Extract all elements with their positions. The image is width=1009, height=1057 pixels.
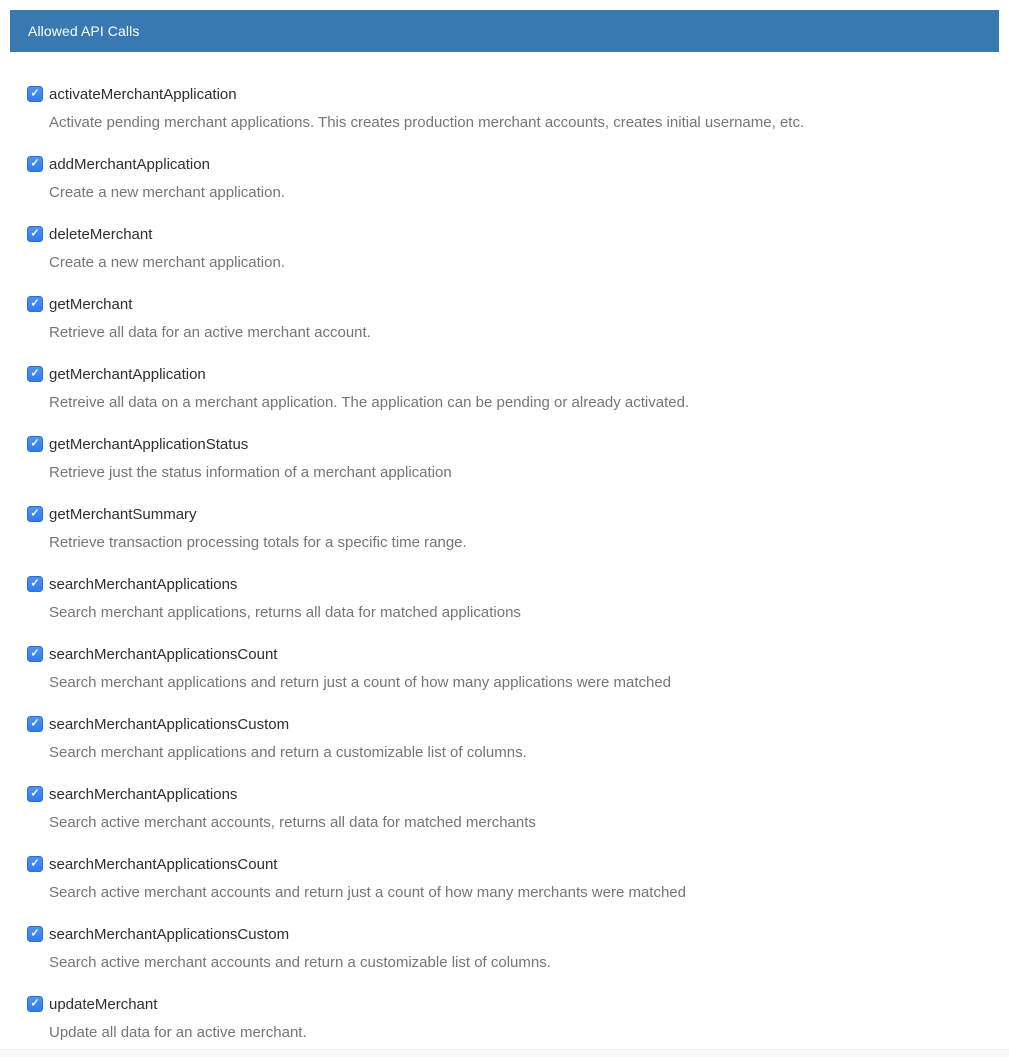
api-call-checkbox[interactable] [27, 296, 43, 312]
checkmark-icon: ✓ [30, 87, 40, 99]
api-call-name[interactable]: addMerchantApplication [49, 156, 210, 173]
api-call-name[interactable]: searchMerchantApplicationsCustom [49, 926, 290, 943]
panel-title: Allowed API Calls [28, 23, 140, 39]
api-call-row [0, 785, 1009, 833]
api-call-row [0, 505, 1009, 553]
api-call-checkbox[interactable] [27, 436, 43, 452]
api-call-row [0, 365, 1009, 413]
api-call-name[interactable]: searchMerchantApplicationsCustom [49, 716, 290, 733]
checkmark-icon: ✓ [30, 157, 40, 169]
api-call-checkbox[interactable] [27, 86, 43, 102]
api-call-description: Search merchant applications and return just a count of how many applications were matched [49, 674, 672, 691]
panel-header-allowed-api-calls [10, 10, 999, 52]
api-call-description: Search active merchant accounts and return a customizable list of columns. [49, 954, 551, 971]
api-call-row [0, 85, 1009, 133]
api-call-name[interactable]: searchMerchantApplicationsCount [49, 856, 278, 873]
api-call-name[interactable]: getMerchant [49, 296, 133, 313]
checkmark-icon: ✓ [30, 577, 40, 589]
checkmark-icon: ✓ [30, 227, 40, 239]
checkmark-icon: ✓ [30, 997, 40, 1009]
api-call-row [0, 225, 1009, 273]
api-call-row [0, 855, 1009, 903]
api-call-checkbox[interactable] [27, 646, 43, 662]
api-call-name[interactable]: deleteMerchant [49, 226, 153, 243]
api-call-row [0, 995, 1009, 1043]
api-call-description: Create a new merchant application. [49, 254, 285, 271]
api-call-name[interactable]: getMerchantApplicationStatus [49, 436, 249, 453]
api-call-description: Update all data for an active merchant. [49, 1024, 307, 1041]
api-call-name[interactable]: searchMerchantApplicationsCount [49, 646, 278, 663]
footer-divider [0, 1049, 1009, 1057]
api-call-checkbox[interactable] [27, 856, 43, 872]
api-call-checkbox[interactable] [27, 786, 43, 802]
api-call-name[interactable]: searchMerchantApplications [49, 786, 238, 803]
api-call-checkbox[interactable] [27, 506, 43, 522]
checkmark-icon: ✓ [30, 857, 40, 869]
api-call-checkbox[interactable] [27, 716, 43, 732]
api-call-row [0, 715, 1009, 763]
checkmark-icon: ✓ [30, 927, 40, 939]
api-call-name[interactable]: getMerchantApplication [49, 366, 206, 383]
api-call-description: Search active merchant accounts and return just a count of how many merchants were matched [49, 884, 686, 901]
checkmark-icon: ✓ [30, 367, 40, 379]
api-call-name[interactable]: activateMerchantApplication [49, 86, 237, 103]
api-call-row [0, 295, 1009, 343]
api-call-checkbox[interactable] [27, 996, 43, 1012]
api-call-description: Search active merchant accounts, returns all data for matched merchants [49, 814, 536, 831]
api-call-row [0, 645, 1009, 693]
api-call-description: Activate pending merchant applications. This creates production merchant accounts, creates initial username, etc. [49, 114, 805, 131]
api-call-row [0, 925, 1009, 973]
api-call-description: Search merchant applications, returns all data for matched applications [49, 604, 521, 621]
api-call-checkbox[interactable] [27, 926, 43, 942]
api-call-row [0, 575, 1009, 623]
api-call-checkbox[interactable] [27, 366, 43, 382]
api-call-list [0, 85, 1009, 1057]
checkmark-icon: ✓ [30, 787, 40, 799]
api-call-description: Retrieve transaction processing totals for a specific time range. [49, 534, 467, 551]
api-call-description: Search merchant applications and return a customizable list of columns. [49, 744, 527, 761]
api-call-row [0, 435, 1009, 483]
checkmark-icon: ✓ [30, 297, 40, 309]
api-call-name[interactable]: updateMerchant [49, 996, 158, 1013]
api-call-checkbox[interactable] [27, 156, 43, 172]
api-call-description: Retreive all data on a merchant application. The application can be pending or already activated. [49, 394, 690, 411]
api-call-checkbox[interactable] [27, 576, 43, 592]
api-call-name[interactable]: getMerchantSummary [49, 506, 197, 523]
checkmark-icon: ✓ [30, 507, 40, 519]
checkmark-icon: ✓ [30, 437, 40, 449]
api-call-row [0, 155, 1009, 203]
checkmark-icon: ✓ [30, 717, 40, 729]
api-call-name[interactable]: searchMerchantApplications [49, 576, 238, 593]
api-call-description: Retrieve all data for an active merchant account. [49, 324, 371, 341]
api-call-checkbox[interactable] [27, 226, 43, 242]
api-call-description: Retrieve just the status information of a merchant application [49, 464, 452, 481]
api-call-description: Create a new merchant application. [49, 184, 285, 201]
checkmark-icon: ✓ [30, 647, 40, 659]
